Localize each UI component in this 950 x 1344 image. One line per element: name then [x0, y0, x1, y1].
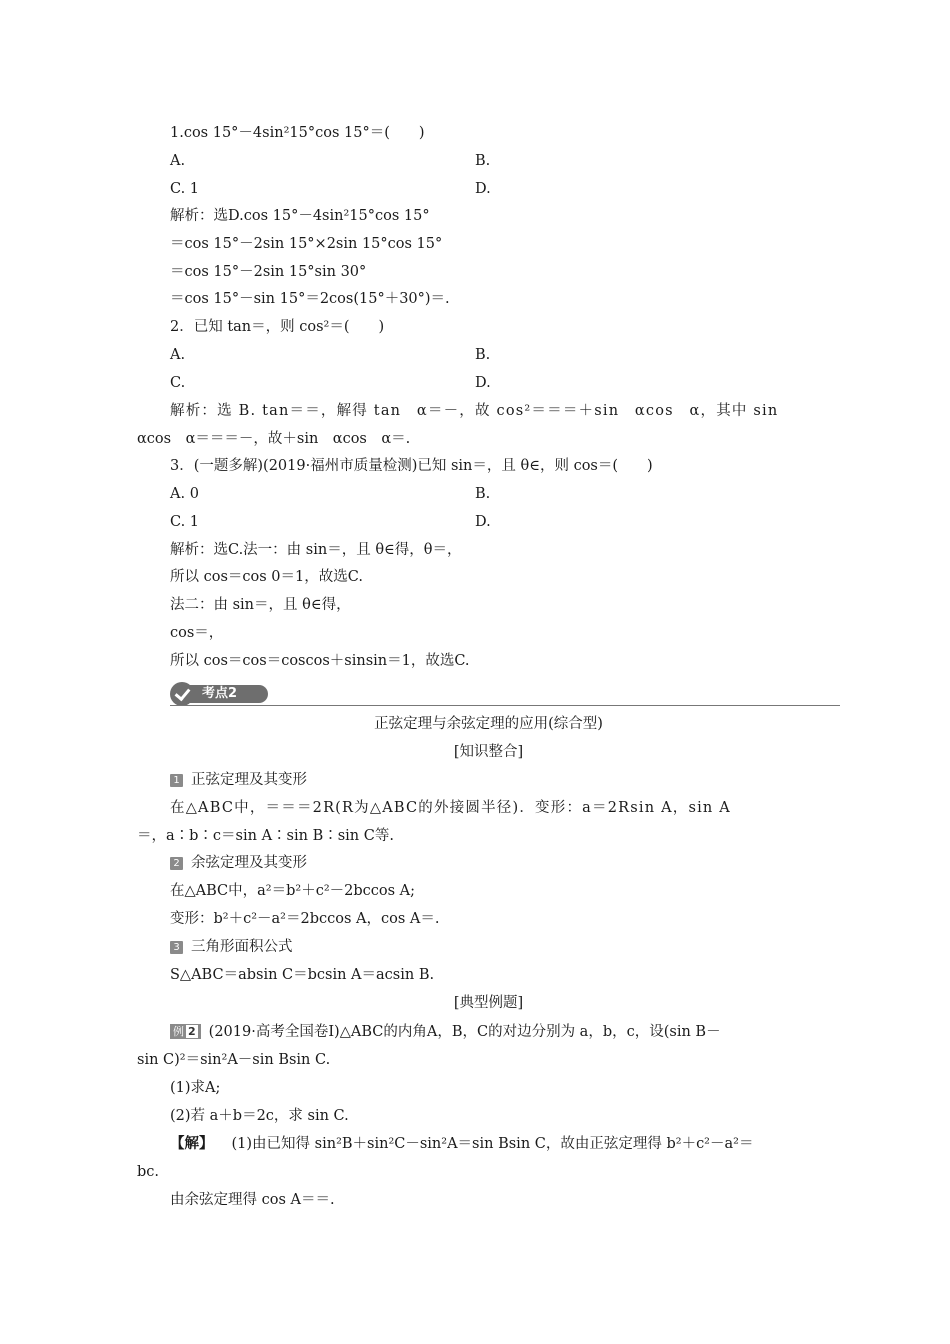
- example-2-solution-line: 由余弦定理得 cos A＝＝.: [170, 1192, 335, 1208]
- knowledge-item-2-text: 变形：b²＋c²－a²＝2bccos A，cos A＝.: [170, 911, 440, 927]
- knowledge-item-3-heading: [170, 937, 293, 957]
- q2-solution-line: 解析：选 B. tan＝＝，解得 tan α＝－，故 cos²＝＝＝＋sin αcos α，其中 sin: [170, 403, 779, 419]
- q1-option-a: A.: [170, 153, 186, 169]
- q1-option-c: C. 1: [170, 181, 200, 197]
- examples-header: [典型例题]: [453, 995, 524, 1011]
- q3-option-c: C. 1: [170, 514, 200, 530]
- number-badge: 3: [170, 941, 183, 954]
- q1-option-b: B.: [475, 153, 491, 169]
- q1-stem: 1.cos 15°－4sin²15°cos 15°＝( ): [170, 125, 425, 141]
- q1-option-d: D.: [475, 181, 491, 197]
- solution-text: (1)由已知得 sin²B＋sin²C－sin²A＝sin Bsin C，故由正弦定理得 b²＋c²－a²＝: [231, 1136, 754, 1152]
- q2-option-d: D.: [475, 375, 491, 391]
- q2-option-c: C.: [170, 375, 186, 391]
- q1-solution-line: 解析：选D.cos 15°－4sin²15°cos 15°: [170, 208, 430, 224]
- q3-solution-line: 所以 cos＝cos＝coscos＋sinsin＝1，故选C.: [170, 653, 470, 669]
- q3-stem: 3．(一题多解)(2019·福州市质量检测)已知 sin＝，且 θ∈，则 cos＝( ): [170, 458, 653, 474]
- knowledge-item-1-text: ＝，a∶b∶c＝sin A∶sin B∶sin C等.: [137, 828, 394, 844]
- number-badge: 1: [170, 774, 183, 787]
- example-2-part-1: (1)求A;: [170, 1080, 221, 1096]
- q2-option-a: A.: [170, 347, 186, 363]
- knowledge-item-title: 余弦定理及其变形: [191, 855, 307, 871]
- q3-solution-line: 所以 cos＝cos 0＝1，故选C.: [170, 569, 363, 585]
- knowledge-item-title: 三角形面积公式: [191, 939, 293, 955]
- kaodian-label: 考点2: [188, 685, 268, 703]
- knowledge-item-2-text: 在△ABC中，a²＝b²＋c²－2bccos A;: [170, 883, 416, 899]
- q3-solution-line: 解析：选C.法一：由 sin＝，且 θ∈得，θ＝，: [170, 542, 462, 558]
- q2-option-b: B.: [475, 347, 491, 363]
- knowledge-item-title: 正弦定理及其变形: [191, 772, 307, 788]
- section-divider: [170, 705, 840, 706]
- q3-solution-line: cos＝，: [170, 625, 224, 641]
- example-2-line: [170, 1022, 721, 1042]
- q2-solution-line: αcos α＝＝＝－，故＋sin αcos α＝.: [137, 431, 411, 447]
- q1-solution-line: ＝cos 15°－2sin 15°×2sin 15°cos 15°: [170, 236, 443, 252]
- q3-solution-line: 法二：由 sin＝，且 θ∈得，: [170, 597, 351, 613]
- knowledge-item-1-heading: [170, 770, 307, 790]
- number-badge: 2: [170, 857, 183, 870]
- kaodian-banner: [170, 682, 268, 706]
- solution-label: 【解】: [170, 1135, 214, 1152]
- example-badge: 例 2: [170, 1024, 201, 1039]
- example-2-solution-line: bc.: [137, 1164, 160, 1180]
- q3-option-d: D.: [475, 514, 491, 530]
- q1-solution-line: ＝cos 15°－sin 15°＝2cos(15°＋30°)＝.: [170, 291, 450, 307]
- knowledge-item-2-heading: [170, 853, 307, 873]
- knowledge-item-1-text: 在△ABC中，＝＝＝2R(R为△ABC的外接圆半径)．变形：a＝2Rsin A，sin A: [170, 800, 731, 816]
- knowledge-item-3-text: S△ABC＝absin C＝bcsin A＝acsin B.: [170, 967, 435, 983]
- knowledge-header: [知识整合]: [453, 744, 524, 760]
- example-2-line: sin C)²＝sin²A－sin Bsin C.: [137, 1052, 331, 1068]
- q2-stem: 2．已知 tan＝，则 cos²＝( ): [170, 319, 385, 335]
- check-icon: [170, 682, 194, 706]
- example-2-part-2: (2)若 a＋b＝2c，求 sin C.: [170, 1108, 349, 1124]
- q3-option-b: B.: [475, 486, 491, 502]
- example-2-solution-line: [170, 1134, 753, 1154]
- q1-solution-line: ＝cos 15°－2sin 15°sin 30°: [170, 264, 367, 280]
- example-2-text: (2019·高考全国卷Ⅰ)△ABC的内角A，B，C的对边分别为 a，b，c，设(sin B－: [208, 1024, 721, 1040]
- section-title: 正弦定理与余弦定理的应用(综合型): [374, 716, 603, 732]
- q3-option-a: A. 0: [170, 486, 199, 502]
